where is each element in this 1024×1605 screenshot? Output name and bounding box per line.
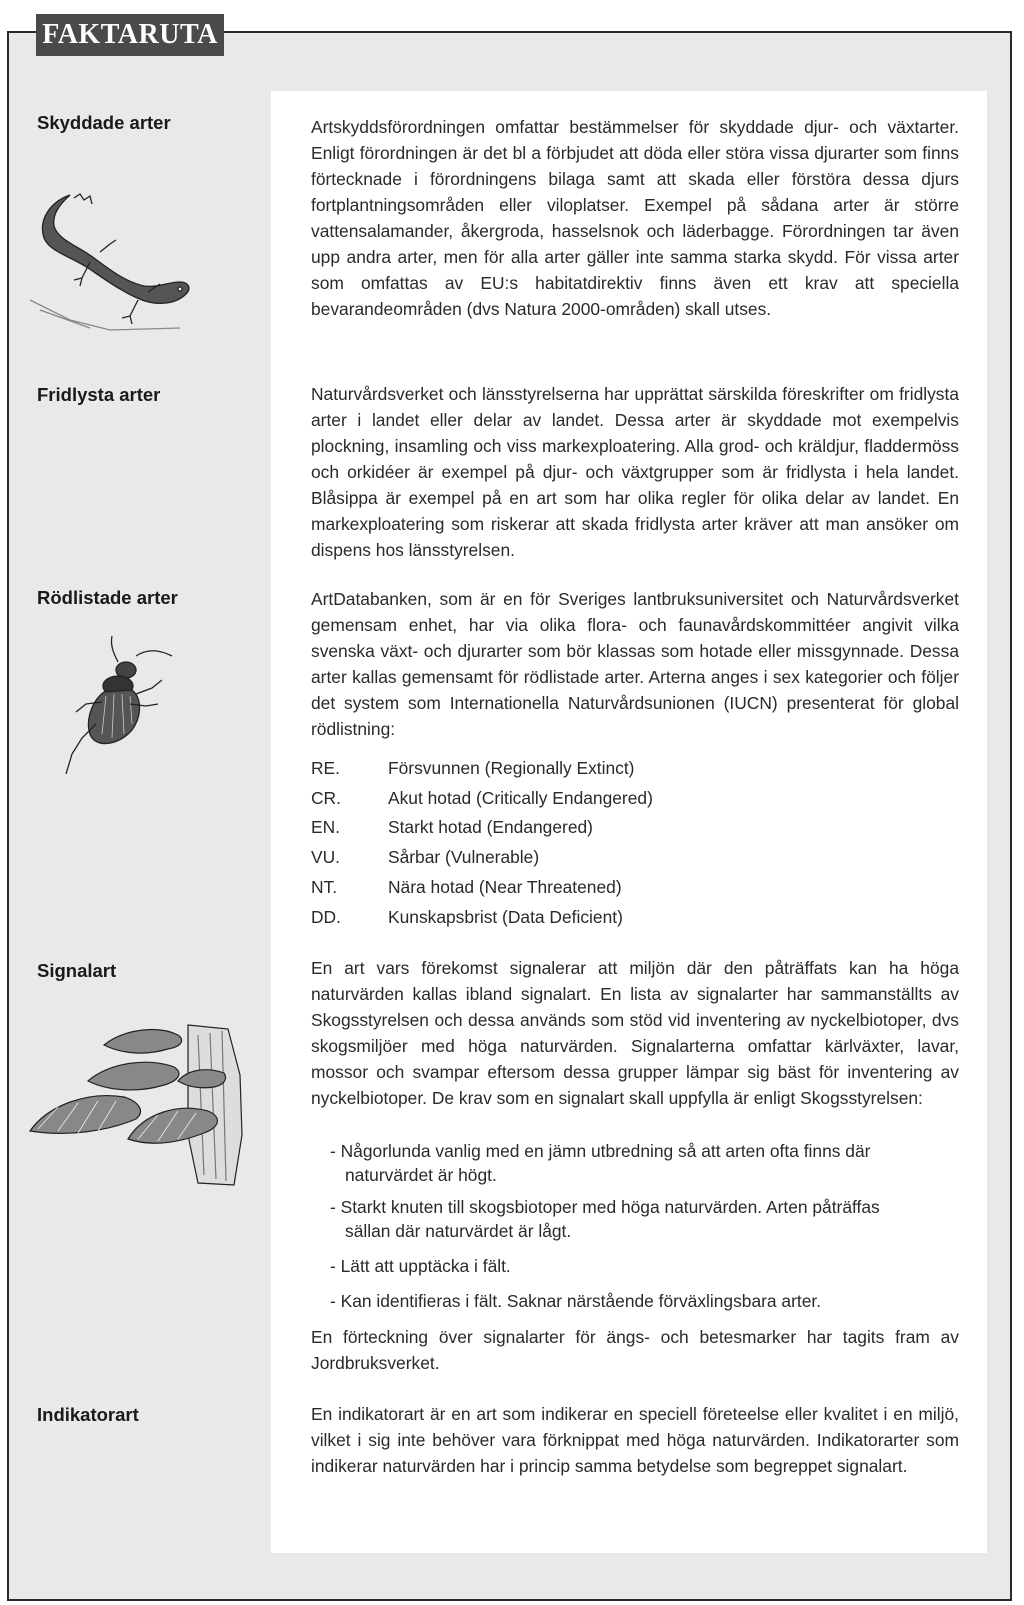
fact-box-tag: FAKTARUTA (36, 14, 224, 56)
category-item (311, 902, 623, 932)
heading-indikatorart: Indikatorart (37, 1404, 139, 1425)
signalart-text: En art vars förekomst signalerar att miljön där den påträffats kan ha höga naturvärden kallas ibland signalart. En lista av signalarter har sammanställts av Skogsstyrelsen och dessa används som stöd vid inventering av nyckelbiotoper, dvs skogsmiljöer med höga naturvärden. Signalarterna omfattar kärlväxter, lavar, mossor och svampar eftersom dessa grupper lämpar sig bäst för inventering av nyckelbiotoper. De krav som en signalart skall uppfylla är enligt Skogsstyrelsen: (311, 958, 959, 1108)
fungus-illustration (28, 1015, 248, 1190)
signalart-footer-text: En förteckning över signalarter för ängs- och betesmarker har tagits fram av Jordbruksverket. (311, 1327, 959, 1373)
indikatorart-text: En indikatorart är en art som indikerar en speciell företeelse eller kvalitet i en miljö, vilket i sig inte behöver vara förknippat med höga naturvärden. Indikatorarter som indikerar naturvärden har i princip samma betydelse som begreppet signalart. (311, 1404, 959, 1476)
category-label: Försvunnen (Regionally Extinct) (388, 758, 635, 778)
category-code: DD. (311, 907, 341, 927)
category-item (311, 812, 593, 842)
signalart-criterion: - Lätt att upptäcka i fält. (330, 1256, 511, 1276)
category-item (311, 753, 634, 783)
heading-fridlysta-arter: Fridlysta arter (37, 384, 161, 405)
category-code: CR. (311, 788, 341, 808)
heading-rodlistade-arter: Rödlistade arter (37, 587, 178, 608)
heading-signalart: Signalart (37, 960, 117, 981)
category-label: Akut hotad (Critically Endangered) (388, 788, 653, 808)
category-label: Kunskapsbrist (Data Deficient) (388, 907, 623, 927)
fridlysta-arter-text: Naturvårdsverket och länsstyrelserna har upprättat särskilda föreskrifter om fridlysta arter i landet eller delar av landet. Dessa arter är skyddade mot exempelvis plockning, insamling och viss markexploatering. Alla grod- och kräldjur, fladdermöss och orkidéer är exempel på djur- och växtgrupper som är fridlysta i hela landet. Blåsippa är exempel på en art som har olika regler för olika delar av landet. En markexploatering som riskerar att skada fridlysta arter kräver att man ansöker om dispens hos länsstyrelsen. (311, 384, 959, 560)
signalart-criterion: - Starkt knuten till skogsbiotoper med höga naturvärden. Arten påträffas sällan där naturvärdet är lågt. (330, 1197, 880, 1241)
signalart-criterion: - Kan identifieras i fält. Saknar närstående förväxlingsbara arter. (330, 1291, 822, 1311)
newt-illustration (30, 190, 195, 335)
category-code: VU. (311, 847, 340, 867)
beetle-illustration (62, 634, 177, 779)
category-code: EN. (311, 817, 340, 837)
category-item (311, 842, 539, 872)
rodlistade-arter-text: ArtDatabanken, som är en för Sveriges lantbruksuniversitet och Naturvårdsverket gemensam enhet, har via olika flora- och faunavårdskommittéer angivit vilka svenska växt- och djurarter som bör klassas som hotade eller missgynnade. Dessa arter kallas gemensamt för rödlistade arter. Arterna anges i sex kategorier och följer det system som Internationella Naturvårdsunionen (IUCN) presenterat för global rödlistning: (311, 589, 959, 739)
category-label: Nära hotad (Near Threatened) (388, 877, 622, 897)
category-label: Starkt hotad (Endangered) (388, 817, 593, 837)
heading-skyddade-arter: Skyddade arter (37, 112, 171, 133)
category-code: NT. (311, 877, 338, 897)
signalart-criterion: - Någorlunda vanlig med en jämn utbredning så att arten ofta finns där naturvärdet är högt. (330, 1141, 871, 1185)
category-item (311, 872, 622, 902)
skyddade-arter-text: Artskyddsförordningen omfattar bestämmelser för skyddade djur- och växtarter. Enligt förordningen är det bl a förbjudet att döda eller störa vissa djurarter som finns förtecknade i förordningens bilaga samt att skada eller förstöra dessa djurs fortplantningsområden eller viloplatser. Exempel på sådana arter är större vattensalamander, åkergroda, hasselsnok och läderbagge. Förordningen tar även upp andra arter, men för alla arter gäller inte samma starka skydd. För vissa arter som omfattas av EU:s habitatdirektiv finns även ett krav att speciella bevarandeområden (dvs Natura 2000-områden) skall utses. (311, 117, 959, 319)
category-code: RE. (311, 758, 340, 778)
category-label: Sårbar (Vulnerable) (388, 847, 540, 867)
category-item (311, 783, 653, 813)
